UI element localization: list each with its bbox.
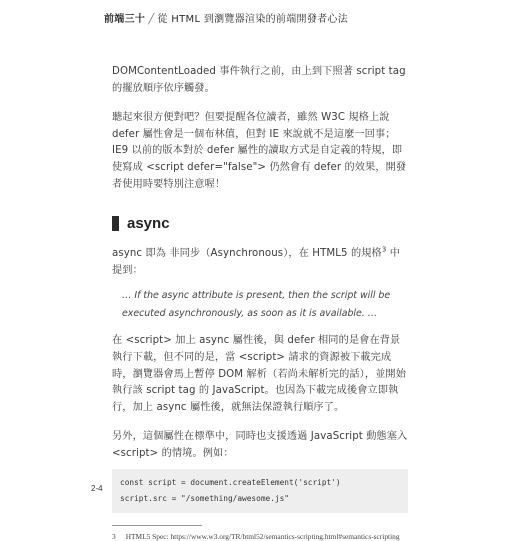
paragraph-domcontentloaded: DOMContentLoaded 事件執行之前，由上到下照著 script tag 的擺放順序依序觸發。 — [112, 66, 406, 94]
code-block — [112, 469, 408, 513]
spec-quote: … If the async attribute is present, then the script will be executed asynchronously, as soon as it is available. … — [122, 290, 391, 319]
paragraph-dynamic-script: 另外，這個屬性在標準中，同時也支援透過 JavaScript 動態塞入 <script> 的情境。例如： — [112, 431, 408, 459]
footnote-reference: 3 — [381, 245, 387, 254]
running-header — [104, 10, 348, 25]
async-intro-text-after: 中提到： — [112, 248, 401, 276]
paragraph-async-behavior: 在 <script> 加上 async 屬性後，與 defer 相同的是會在背景執行下載，但不同的是，當 <script> 請求的資源被下載完成時，瀏覽器會馬上暫停 DOM 解析（若尚未解析完的話），並開始執行該 script tag 的 JavaScript。也因為下載完成後會立即執行，加上 async 屬性後，就無法保證執行順序了。 — [112, 335, 407, 413]
async-intro-text: async 即為 非同步（Asynchronous），在 HTML5 的規格 — [112, 248, 382, 260]
code-line: script.src = "/something/awesome.js" — [120, 493, 289, 503]
page-number: 2-4 — [91, 484, 103, 493]
paragraph-defer-ie-note: 聽起來很方便對吧？但要提醒各位讀者，雖然 W3C 規格上說 defer 屬性會是一個布林值，但對 IE 來說就不是這麼一回事；IE9 以前的版本對於 defer 屬性的讀取方式是自定義的特規，即使寫成 <script defer="false"> 仍然會有 defer 的效果，開發者使用時要特別注意喔！ — [112, 112, 407, 190]
code-line: const script = document.createElement('script') — [120, 477, 341, 487]
paragraph-async-intro — [112, 246, 408, 279]
footnote — [112, 532, 408, 541]
footnote-divider — [112, 525, 202, 526]
footnote-number: 3 — [112, 531, 116, 541]
book-subtitle: 從 HTML 到瀏覽器渲染的前端開發者心法 — [157, 14, 349, 25]
book-series-title: 前端三十 — [104, 14, 146, 25]
page-body — [112, 64, 408, 541]
section-heading — [112, 215, 408, 232]
header-separator: ╱ — [148, 14, 155, 25]
section-title-async: async — [127, 215, 170, 233]
section-marker — [112, 216, 119, 231]
footnote-text: HTML5 Spec: https://www.w3.org/TR/html52/semantics-scripting.html#semantics-scripting — [125, 531, 400, 541]
